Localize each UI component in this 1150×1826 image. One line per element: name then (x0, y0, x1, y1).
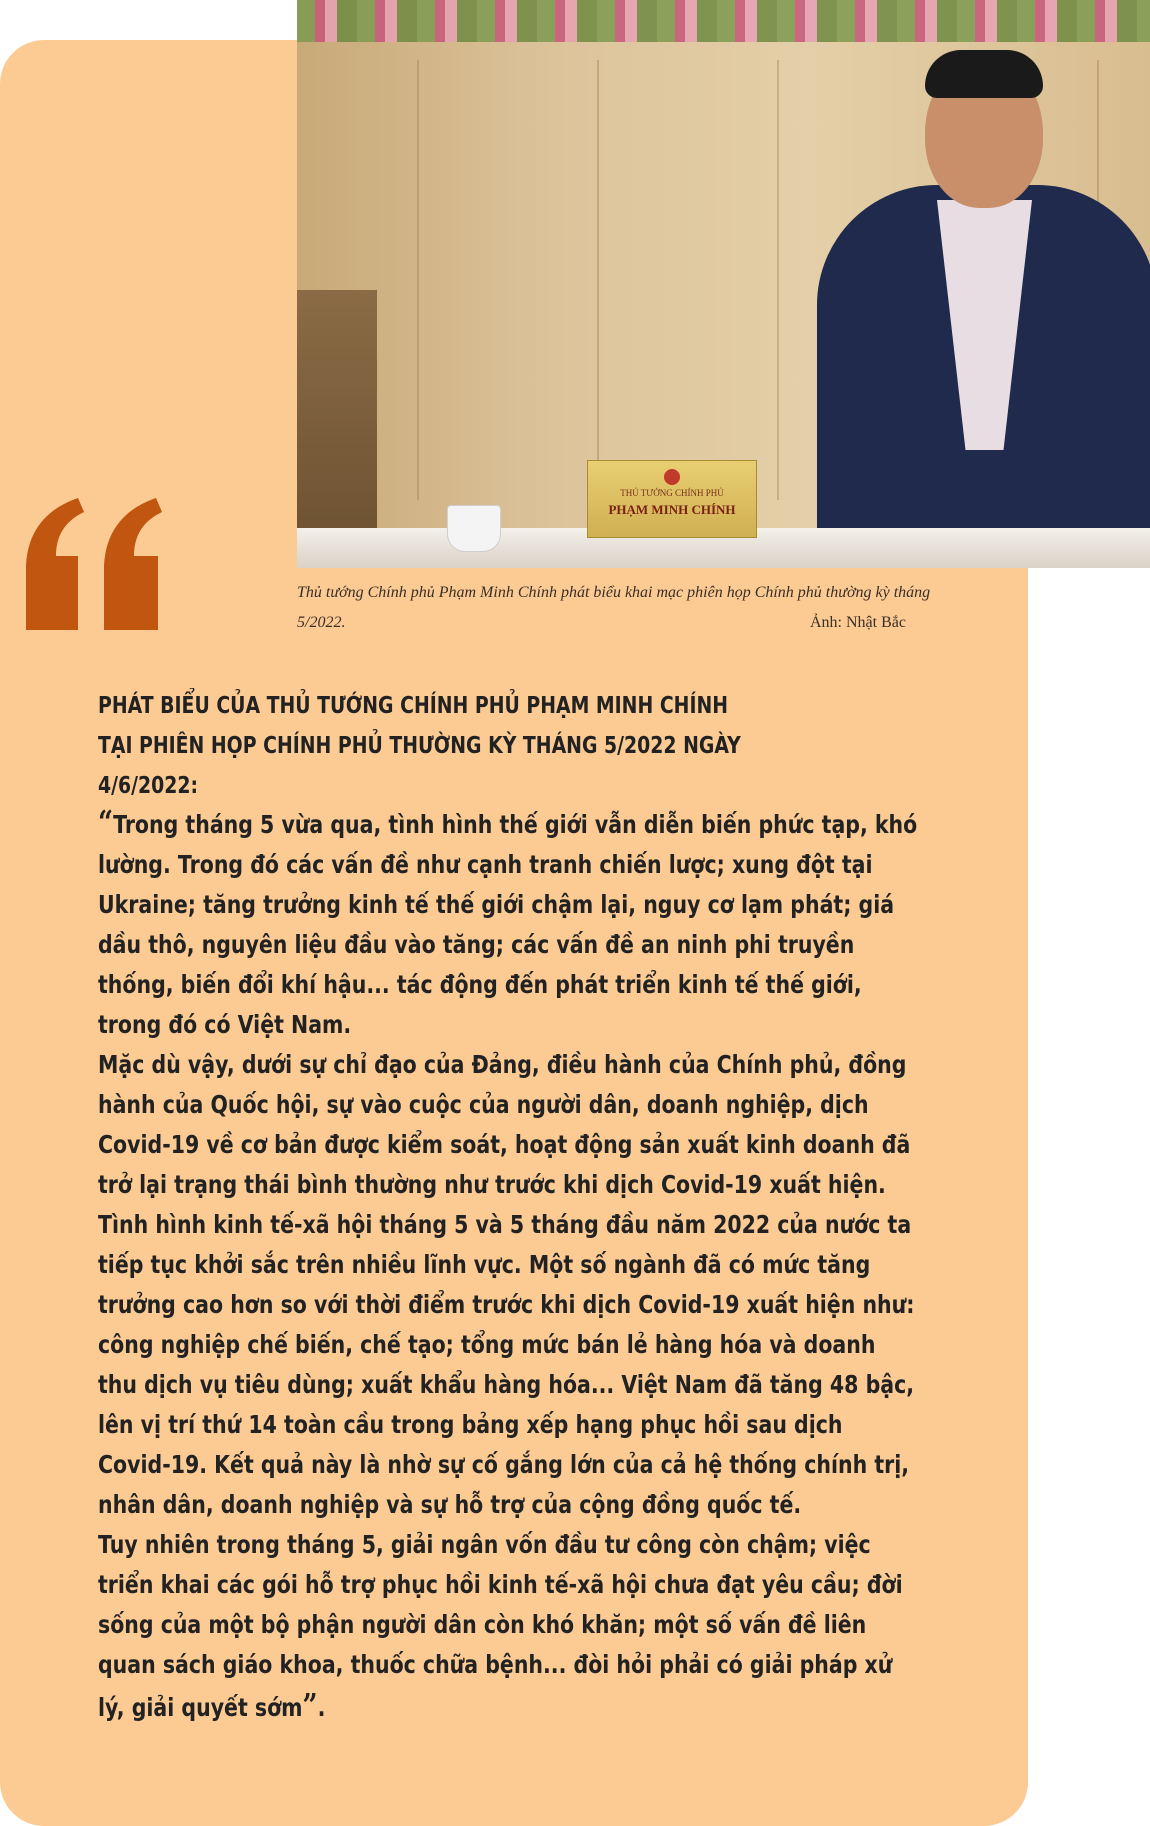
close-quote: ” (302, 1686, 318, 1724)
quote-paragraph-2: Mặc dù vậy, dưới sự chỉ đạo của Đảng, điều hành của Chính phủ, đồng hành của Quốc hội, sự vào cuộc của người dân, doanh nghiệp, dịch Covid-19 về cơ bản được kiểm soát, hoạt động sản xuất kinh doanh đã trở lại trạng thái bình thường như trước khi dịch Covid-19 xuất hiện. (98, 1050, 911, 1199)
nameplate-name: PHẠM MINH CHÍNH (608, 502, 736, 517)
heading-line-2: TẠI PHIÊN HỌP CHÍNH PHỦ THƯỜNG KỲ THÁNG 5/2022 NGÀY 4/6/2022: (98, 733, 741, 799)
bookshelf (297, 290, 377, 530)
nameplate-title: THỦ TƯỚNG CHÍNH PHỦ (620, 488, 724, 498)
national-emblem-icon (664, 469, 680, 485)
flower-decoration (297, 0, 1150, 42)
open-quote: “ (98, 803, 114, 841)
photo-credit: Ảnh: Nhật Bắc (810, 614, 906, 631)
quote-mark-icon (18, 490, 168, 635)
speech-heading (98, 686, 820, 806)
speech-quote (98, 802, 918, 1728)
quote-paragraph-1: “Trong tháng 5 vừa qua, tình hình thế giới vẫn diễn biến phức tạp, khó lường. Trong đó các vấn đề như cạnh tranh chiến lược; xung đột tại Ukraine; tăng trưởng kinh tế thế giới chậm lại, nguy cơ lạm phát; giá dầu thô, nguyên liệu đầu vào tăng; các vấn đề an ninh phi truyền thống, biến đổi khí hậu... tác động đến phát triển kinh tế thế giới, trong đó có Việt Nam. (98, 803, 918, 1039)
speaker-photo (297, 0, 1150, 568)
photo-caption: Thủ tướng Chính phủ Phạm Minh Chính phát biểu khai mạc phiên họp Chính phủ thường kỳ tháng 5/2022. (297, 584, 931, 631)
heading-line-1: PHÁT BIỂU CỦA THỦ TƯỚNG CHÍNH PHỦ PHẠM MINH CHÍNH (98, 693, 729, 719)
quote-paragraph-4: Tuy nhiên trong tháng 5, giải ngân vốn đầu tư công còn chậm; việc triển khai các gói hỗ trợ phục hồi kinh tế-xã hội chưa đạt yêu cầu; đời sống của một bộ phận người dân còn khó khăn; một số vấn đề liên quan sách giáo khoa, thuốc chữa bệnh... đòi hỏi phải có giải pháp xử lý, giải quyết sớm”. (98, 1530, 903, 1724)
speaker-hair (925, 50, 1043, 98)
tea-cup (447, 505, 501, 552)
nameplate (587, 460, 757, 538)
quote-paragraph-3: Tình hình kinh tế-xã hội tháng 5 và 5 tháng đầu năm 2022 của nước ta tiếp tục khởi sắc trên nhiều lĩnh vực. Một số ngành đã có mức tăng trưởng cao hơn so với thời điểm trước khi dịch Covid-19 xuất hiện như: công nghiệp chế biến, chế tạo; tổng mức bán lẻ hàng hóa và doanh thu dịch vụ tiêu dùng; xuất khẩu hàng hóa... Việt Nam đã tăng 48 bậc, lên vị trí thứ 14 toàn cầu trong bảng xếp hạng phục hồi sau dịch Covid-19. Kết quả này là nhờ sự cố gắng lớn của cả hệ thống chính trị, nhân dân, doanh nghiệp và sự hỗ trợ của cộng đồng quốc tế. (98, 1210, 915, 1519)
